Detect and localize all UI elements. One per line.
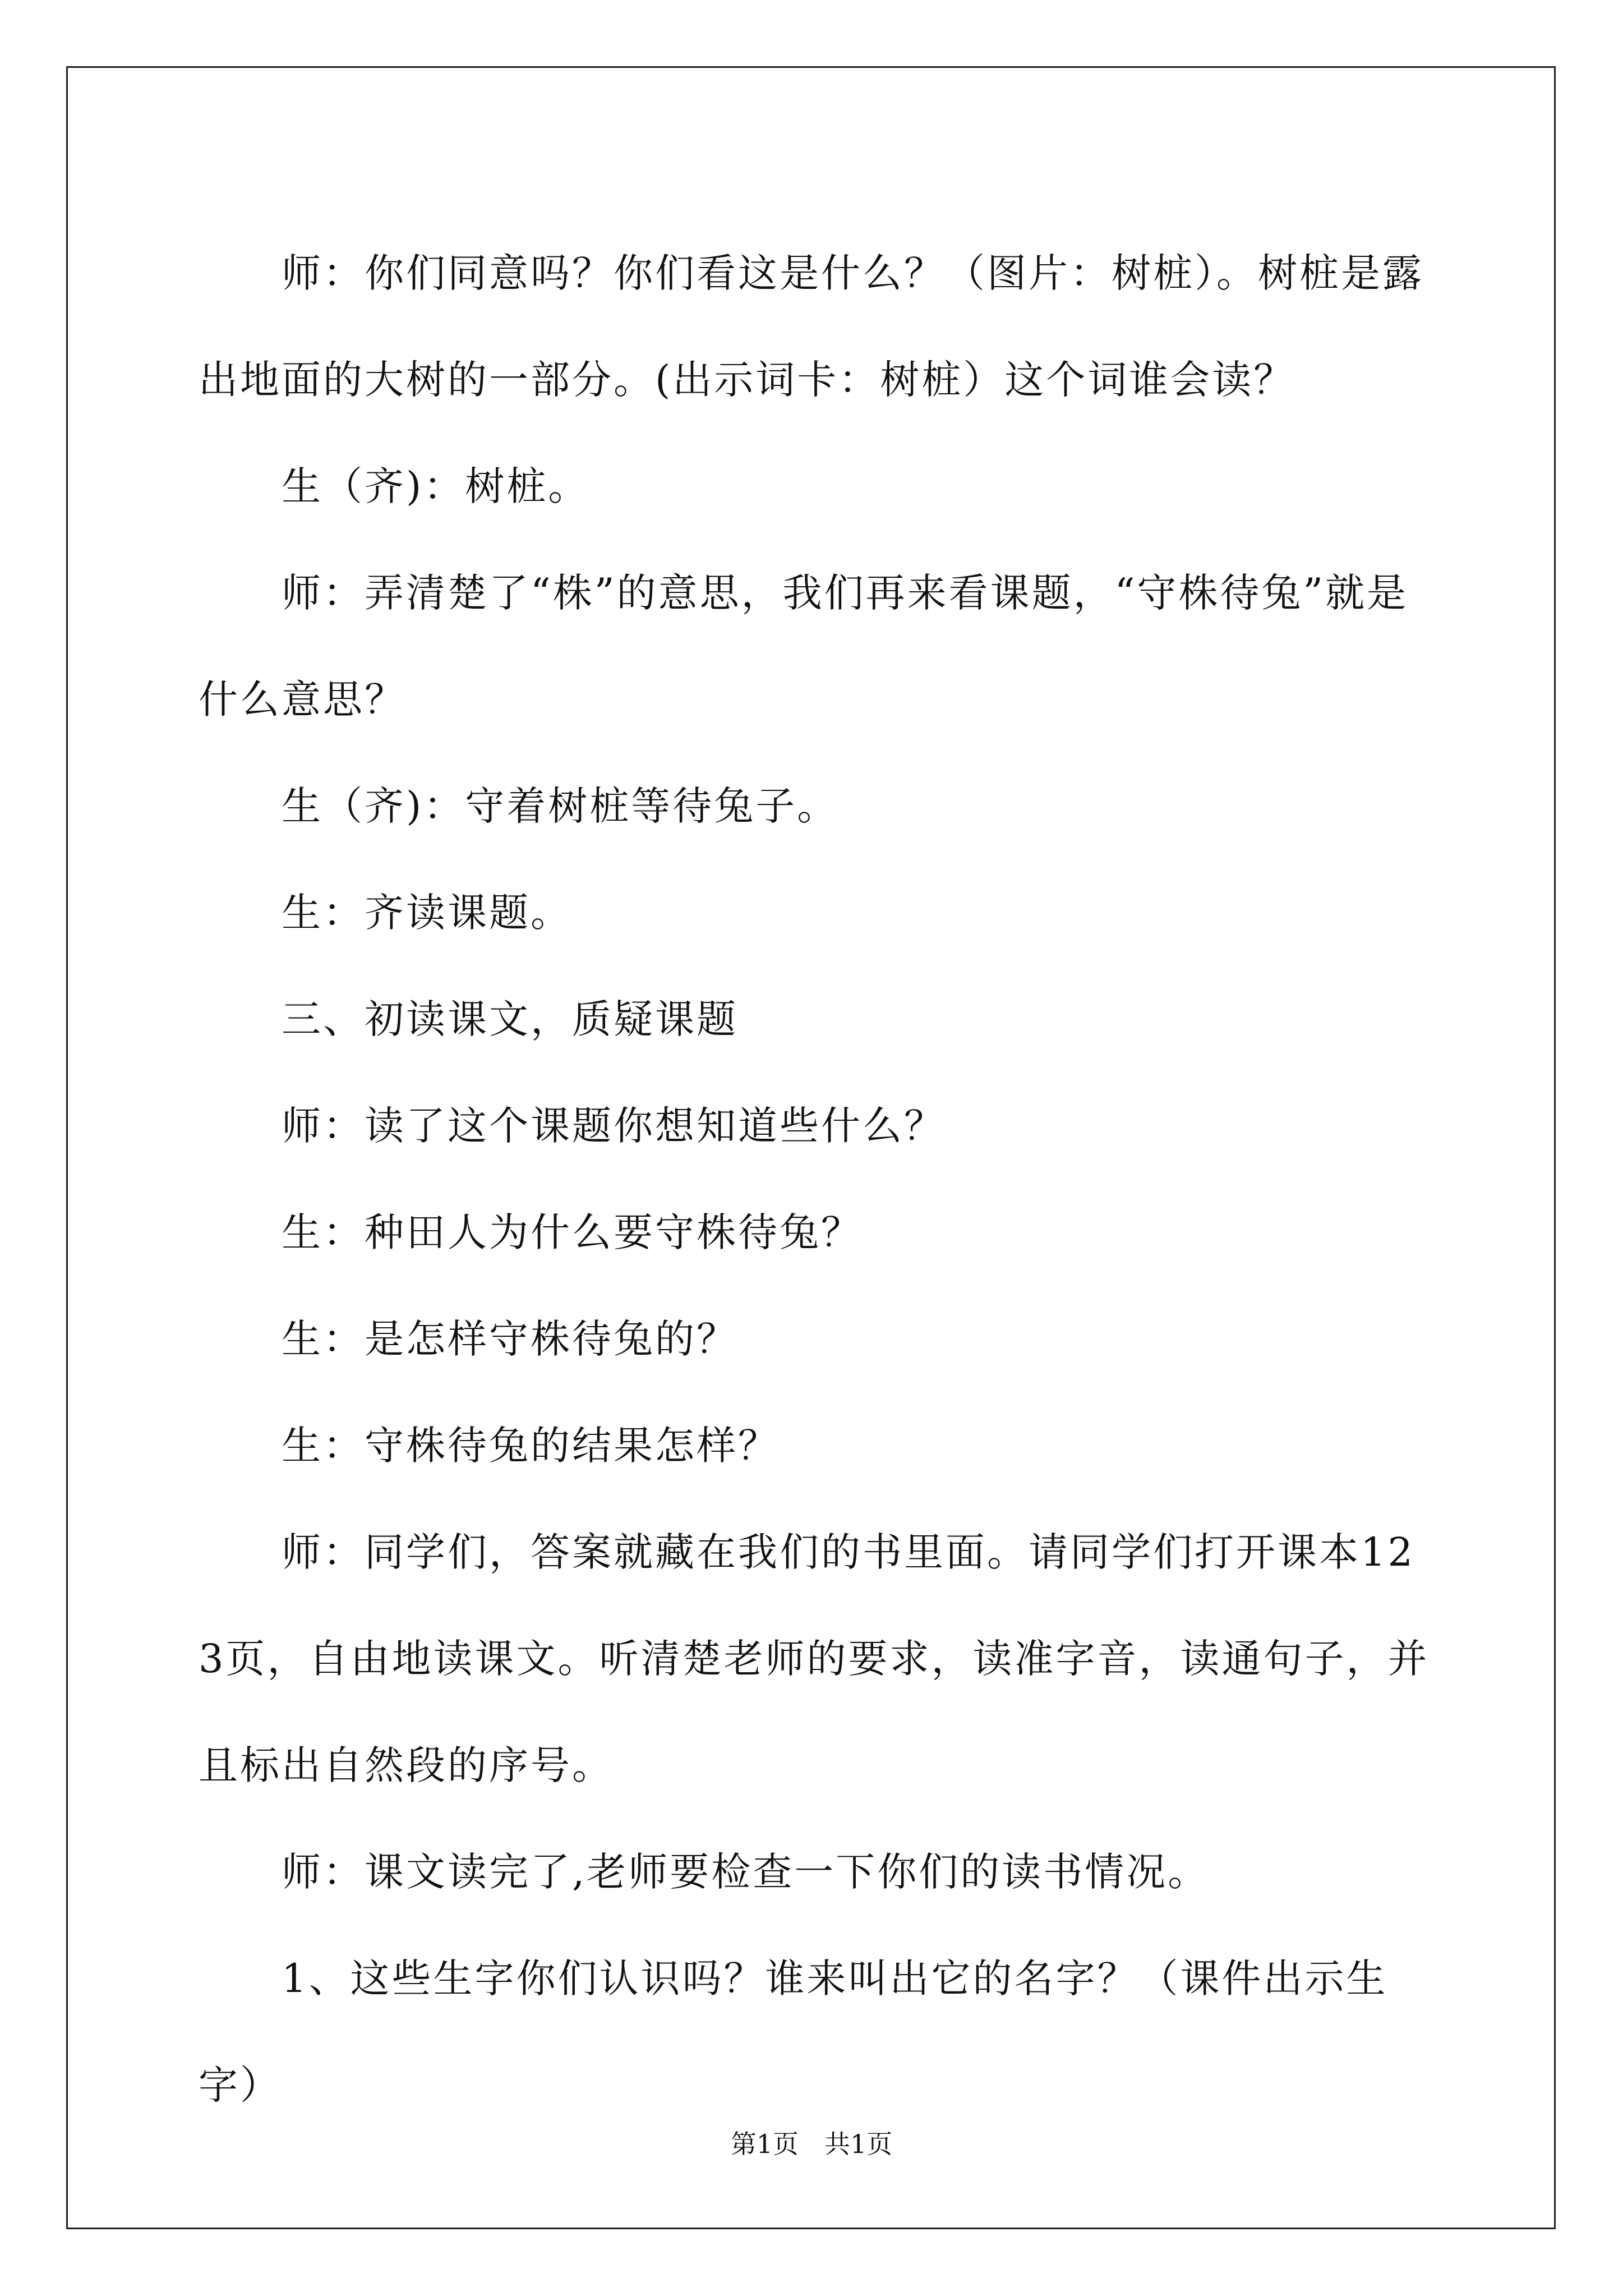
paragraph-4: 生（齐)：守着树桩等待兔子。	[282, 783, 839, 829]
paragraph-8: 生：种田人为什么要守株待兔？	[282, 1209, 863, 1255]
paragraph-9: 生：是怎样守株待兔的？	[282, 1316, 738, 1362]
paragraph-7: 师：读了这个课题你想知道些什么？	[282, 1103, 946, 1149]
paragraph-5: 生：齐读课题。	[282, 890, 572, 936]
paragraph-11: 师：同学们，答案就藏在我们的书里面。请同学们打开课本123页，自由地读课文。听清楚老师的要求，读准字音，读通句子，并且标出自然段的序号。	[199, 1529, 1430, 1788]
paragraph-3: 师：弄清楚了“株”的意思，我们再来看课题，“守株待兔”就是什么意思？	[199, 570, 1409, 723]
paragraph-2: 生（齐)：树桩。	[282, 463, 590, 509]
paragraph-13: 1、这些生字你们认识吗？谁来叫出它的名字？（课件出示生字）	[199, 1955, 1388, 2108]
document-body	[199, 220, 1432, 2138]
paragraph-1: 师：你们同意吗？你们看这是什么？（图片：树桩）。树桩是露出地面的大树的一部分。(出示词卡：树桩）这个词谁会读？	[199, 250, 1424, 403]
paragraph-10: 生：守株待兔的结果怎样？	[282, 1423, 780, 1469]
page-number-footer: 第1页 共1页	[730, 2129, 893, 2159]
paragraph-12: 师：课文读完了,老师要检查一下你们的读书情况。	[282, 1849, 1210, 1895]
section-heading: 三、初读课文，质疑课题	[282, 996, 738, 1042]
